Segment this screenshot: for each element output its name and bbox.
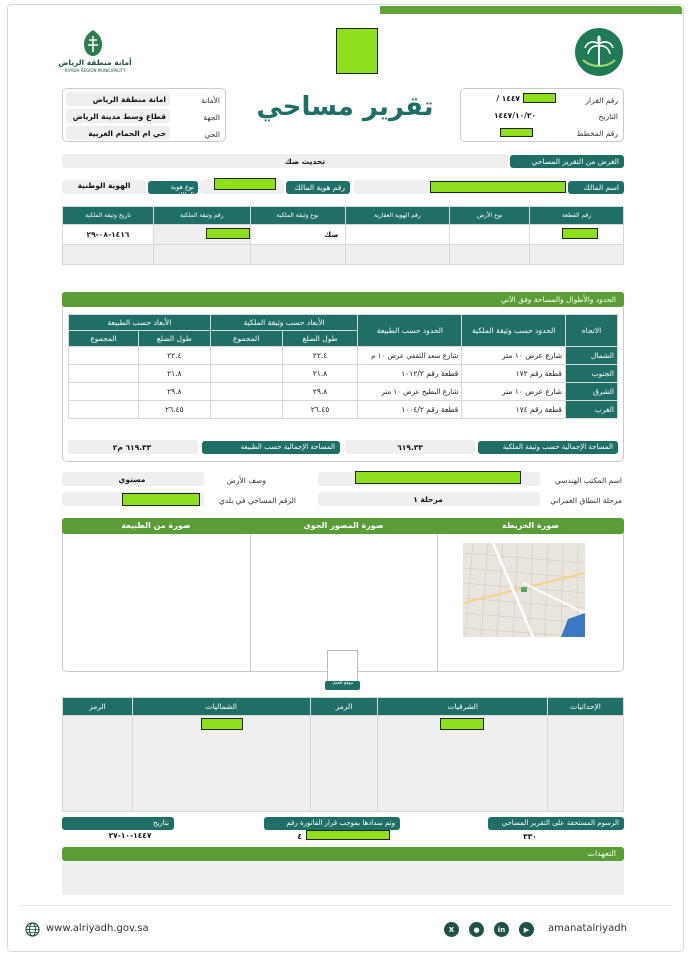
deed-bound-east: شارع عرض ١٠ متر — [462, 383, 566, 401]
globe-icon — [25, 922, 40, 937]
deed-property-id-cell — [345, 225, 450, 245]
snapchat-icon[interactable]: ● — [469, 922, 484, 937]
nature-length-east: ٢٩.٨ — [138, 383, 210, 401]
owner-id-type-label: نوع هوية المالك — [148, 181, 198, 194]
header-side-length: طول الضلع — [138, 331, 210, 347]
area-nature-label: المساحة الإجمالية حسب الطبيعة — [202, 441, 340, 454]
redacted-survey-no — [122, 493, 200, 506]
deed-header-doc-type: نوع وثيقة الملكية — [250, 207, 345, 225]
area-deed-value: ٦١٩.٣٣ — [397, 443, 423, 452]
redacted-north — [201, 718, 243, 730]
coords-header-coords: الإحداثيات — [548, 698, 624, 716]
header-by-deed: الحدود حسب وثيقة الملكية — [462, 315, 566, 347]
owner-id-type-value: الهوية الوطنية — [77, 181, 131, 190]
fees-date-value: ١٤٤٧-١٠-٢٧ — [108, 831, 152, 840]
direction-south: الجنوب — [566, 365, 618, 383]
deed-empty-cell — [530, 245, 624, 265]
deed-header-plot-no: رقم القطعة — [530, 207, 624, 225]
deed-length-north: ٢٢.٤ — [282, 347, 358, 365]
municipality-name-en: RIYADH REGION MUNICIPALITY — [64, 68, 126, 73]
divider — [437, 534, 438, 672]
header-total: المجموع — [210, 331, 282, 347]
direction-west: الغرب — [566, 401, 618, 419]
amana-value: امانة منطقة الرياض — [92, 95, 166, 104]
amana-label: الأمانة — [201, 96, 220, 105]
header-by-nature: الحدود حسب الطبيعة — [358, 315, 462, 347]
deed-total-cell — [210, 383, 282, 401]
date-value: ١٤٤٧/١٠/٢٠ — [493, 111, 537, 120]
municipality-name-ar: أمانة منطقة الرياض — [58, 58, 132, 67]
redacted-eng-office — [355, 471, 521, 484]
deed-header-doc-no: رقم وثيقة الملكية — [153, 207, 250, 225]
deed-total-cell — [210, 365, 282, 383]
coords-header-symbol: الرمز — [310, 698, 378, 716]
redacted-plot-no — [562, 228, 598, 239]
entity-value: قطاع وسط مدينة الرياض — [72, 112, 166, 121]
deed-length-south: ٢١.٨ — [282, 365, 358, 383]
site-label: موقع العمل — [325, 681, 360, 690]
deed-doc-type-value: صك — [250, 225, 345, 245]
boundaries-title: الحدود والأطوال والمساحة وفق الآتي — [62, 292, 624, 307]
deed-empty-cell — [153, 245, 250, 265]
deed-bound-south: قطعة رقم ١٧٢ — [462, 365, 566, 383]
coords-cell — [63, 716, 133, 812]
district-value: حي ام الحمام الغربية — [88, 129, 166, 138]
social-handle[interactable]: amanatalriyadh — [548, 923, 627, 934]
website-link[interactable]: www.alriyadh.gov.sa — [46, 923, 149, 934]
nature-bound-east: شارع البطيخ عرض ١٠ متر — [358, 383, 462, 401]
nature-total-cell — [69, 401, 139, 419]
eng-office-label: اسم المكتب الهندسي — [554, 476, 622, 485]
nature-total-cell — [69, 383, 139, 401]
area-deed-label: المساحة الإجمالية حسب وثيقة الملكية — [478, 441, 618, 454]
date-label: التاريخ — [598, 112, 618, 121]
deed-total-cell — [210, 401, 282, 419]
footer-divider — [20, 905, 672, 906]
deed-header-date: تاريخ وثيقة الملكية — [63, 207, 154, 225]
nature-total-cell — [69, 347, 139, 365]
aerial-image-label: صورة المصور الجوي — [303, 521, 384, 530]
deed-empty-cell — [450, 245, 530, 265]
coords-cell — [548, 716, 624, 812]
nature-total-cell — [69, 365, 139, 383]
redacted-plan-no — [500, 128, 533, 137]
pledges-area — [62, 861, 624, 895]
header-dims-deed: الأبعاد حسب وثيقة الملكية — [210, 315, 358, 331]
coords-cell — [310, 716, 378, 812]
direction-north: الشمال — [566, 347, 618, 365]
redacted-owner-id — [214, 178, 276, 190]
boundaries-table — [68, 314, 618, 419]
purpose-value: تحديث صك — [284, 157, 326, 166]
plan-no-label: رقم المخطط — [576, 129, 618, 138]
header-side-length: طول الضلع — [282, 331, 358, 347]
owner-id-label: رقم هوية المالك — [286, 181, 350, 194]
coords-header-north: الشماليات — [132, 698, 310, 716]
deed-header-property-id: رقم الهوية العقارية — [345, 207, 450, 225]
survey-no-label: الرقم المساحي في بلدي — [218, 496, 296, 505]
map-image — [463, 543, 585, 637]
deed-empty-cell — [250, 245, 345, 265]
nature-bound-south: قطعة رقم ١٠١٢/٢ — [358, 365, 462, 383]
header-dims-nature: الأبعاد حسب الطبيعة — [69, 315, 211, 331]
urban-stage-value: مرحلة ١ — [413, 495, 443, 504]
nature-length-west: ٢٦.٤٥ — [138, 401, 210, 419]
redacted-block — [336, 28, 378, 74]
coords-table — [62, 697, 624, 812]
deed-empty-cell — [63, 245, 154, 265]
deed-land-type-cell — [450, 225, 530, 245]
deed-bound-north: شارع عرض ١٠ متر — [462, 347, 566, 365]
deed-length-west: ٢٦.٤٥ — [282, 401, 358, 419]
land-desc-label: وصف الأرض — [226, 476, 266, 485]
pledges-label: التعهدات — [62, 847, 624, 861]
fees-value: ٣٣٠ — [523, 832, 537, 841]
nature-image-label: صورة من الطبيعة — [121, 521, 191, 530]
nature-length-south: ٢١.٨ — [138, 365, 210, 383]
invoice-value: ٤ — [297, 832, 302, 841]
nature-length-north: ٢٢.٤ — [138, 347, 210, 365]
top-accent-line — [380, 6, 682, 14]
deed-table — [62, 206, 624, 265]
x-icon[interactable]: X — [444, 922, 459, 937]
entity-label: الجهة — [203, 113, 220, 122]
land-desc-value: مستوي — [118, 475, 146, 484]
fees-label: الرسوم المستحقة على التقرير المساحي — [488, 817, 624, 830]
divider — [250, 534, 251, 672]
header-direction: الاتجاه — [566, 315, 618, 347]
invoice-label: وتم سدادها بموجب قرار الفاتورة رقم — [264, 817, 400, 830]
urban-stage-label: مرحلة النطاق العمراني — [550, 496, 622, 505]
redacted-invoice — [306, 830, 390, 840]
deed-total-cell — [210, 347, 282, 365]
decision-no-label: رقم القرار — [585, 96, 618, 105]
redacted-decision-no — [523, 93, 556, 103]
fees-date-label: بتاريخ — [62, 817, 174, 830]
palm-emblem-icon — [575, 28, 623, 76]
nature-bound-north: شارع سعد الثقفي عرض ١٠ م — [358, 347, 462, 365]
coords-header-symbol: الرمز — [63, 698, 133, 716]
redacted-east — [440, 718, 484, 730]
purpose-label: الغرض من التقرير المساحي — [510, 155, 624, 168]
area-nature-value: ٦١٩.٣٣ م٢ — [112, 443, 152, 452]
deed-empty-cell — [345, 245, 450, 265]
redacted-deed-no — [206, 228, 250, 239]
deed-length-east: ٢٩.٨ — [282, 383, 358, 401]
deed-bound-west: قطعة رقم ١٧٤ — [462, 401, 566, 419]
owner-name-label: اسم المالك — [568, 181, 624, 194]
nature-bound-west: قطعة رقم ١٠٠٤/٢ — [358, 401, 462, 419]
district-label: الحي — [204, 130, 220, 139]
youtube-icon[interactable]: ▶ — [519, 922, 534, 937]
deed-header-land-type: نوع الأرض — [450, 207, 530, 225]
map-image-label: صورة الخريطة — [502, 521, 559, 530]
linkedin-icon[interactable]: in — [494, 922, 509, 937]
header-total: المجموع — [69, 331, 139, 347]
decision-no-value: / ١٤٤٧ — [496, 94, 520, 103]
coords-header-east: الشرقيات — [378, 698, 548, 716]
direction-east: الشرق — [566, 383, 618, 401]
page-title: تقرير مساحي — [256, 92, 434, 122]
redacted-owner-name — [430, 181, 566, 193]
deed-date-value: ١٤١٦-٠٨-٢٩ — [63, 225, 154, 245]
municipality-logo-icon — [80, 28, 106, 58]
